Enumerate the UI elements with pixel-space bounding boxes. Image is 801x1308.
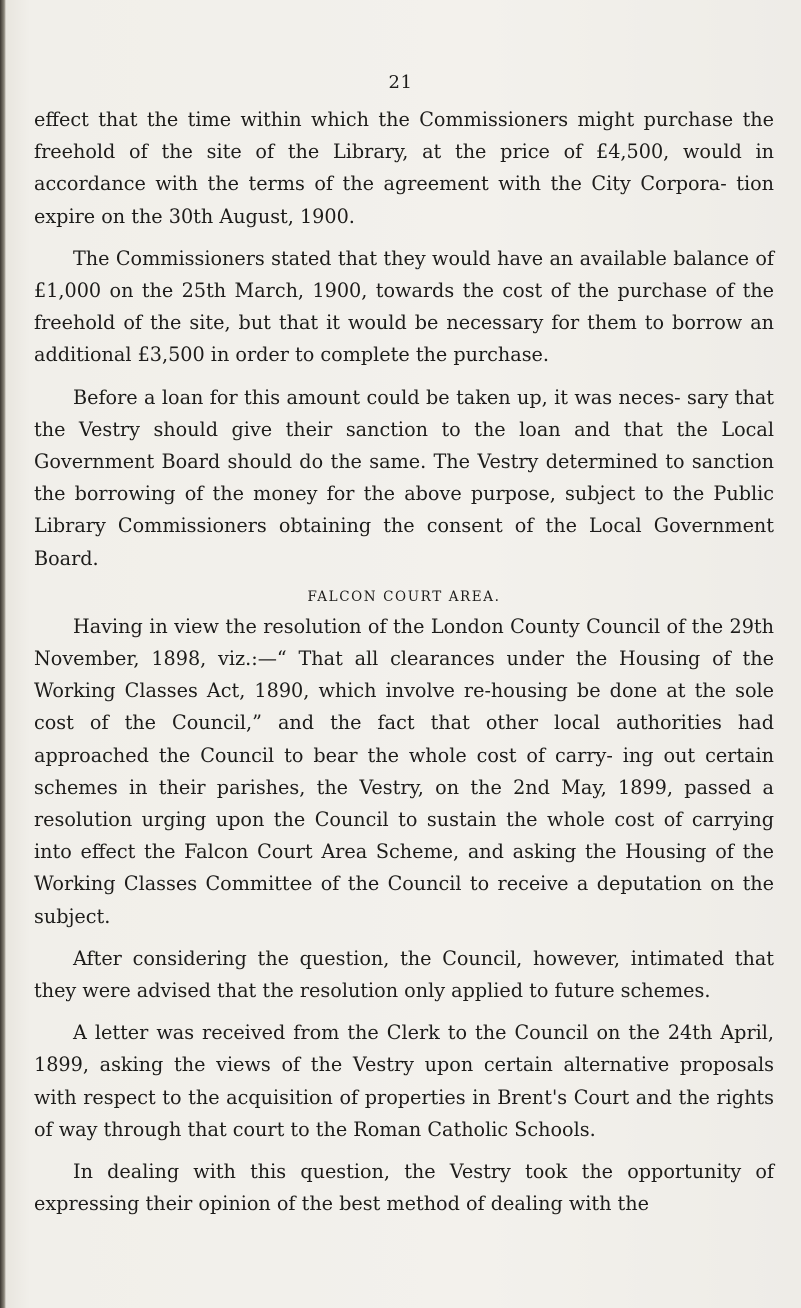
page-binding-edge [0,0,6,1308]
paragraph-1: effect that the time within which the Commissioners might purchase the freehold of the site of the Library, at the price of £4,500, would in accordance with the terms of the agreement with the City Corpora- tion expire on the 30th August, 1900. [34,108,774,228]
section-heading: FALCON COURT AREA. [307,588,501,605]
page-number: 21 [388,72,413,93]
paragraph-5: After considering the question, the Council, however, intimated that they were advised that the resolution only applied to future schemes. [34,946,774,1003]
paragraph-7: In dealing with this question, the Vestry took the opportunity of expressing their opinion of the best method of dealing with the [34,1160,774,1216]
paragraph-6: A letter was received from the Clerk to the Council on the 24th April, 1899, asking the views of the Vestry upon certain alternative proposals with respect to the acquisition of properties in Brent's Court and the rights of way through that court to the Roman Catholic Schools. [34,1021,774,1141]
paragraph-2: The Commissioners stated that they would have an available balance of £1,000 on the 25th March, 1900, towards the cost of the purchase of the freehold of the site, but that it would be necessary for them to borrow an additional £3,500 in order to complete the purchase. [34,246,774,367]
body-text [34,104,774,1231]
paragraph-4: Having in view the resolution of the London County Council of the 29th November, 1898, viz.:—“ That all clearances under the Housing of the Working Classes Act, 1890, which involve re-housing be done at the sole cost of the Council,” and the fact that other local authorities had approached the Council to bear the whole cost of carry- ing out certain schemes in their parishes, the Vestry, on the 2nd May, 1899, passed a resolution urging upon the Council to sustain the whole cost of carrying into effect the Falcon Court Area Scheme, and asking the Housing of the Working Classes Committee of the Council to receive a deputation on the subject. [34,614,774,928]
paragraph-3: Before a loan for this amount could be taken up, it was neces- sary that the Vestry should give their sanction to the loan and that the Local Government Board should do the same. The Vestry determined to sanction the borrowing of the money for the above purpose, subject to the Public Library Commissioners obtaining the consent of the Local Government Board. [34,385,774,570]
